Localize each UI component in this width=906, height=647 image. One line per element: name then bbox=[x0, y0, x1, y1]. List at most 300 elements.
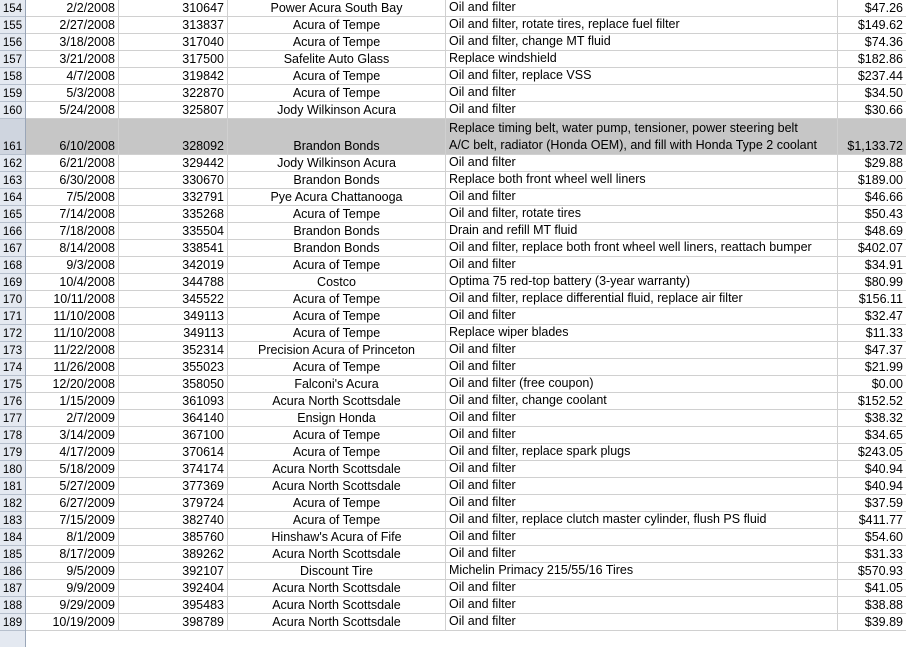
work-cell[interactable] bbox=[446, 172, 838, 189]
date-cell[interactable]: 9/5/2009 bbox=[26, 563, 119, 580]
odometer-cell[interactable]: 389262 bbox=[119, 546, 228, 563]
row-number[interactable]: 171 bbox=[0, 308, 25, 325]
cost-cell[interactable]: $243.05 bbox=[838, 444, 906, 461]
date-cell[interactable]: 12/20/2008 bbox=[26, 376, 119, 393]
work-cell[interactable] bbox=[446, 512, 838, 529]
shop-cell[interactable]: Acura of Tempe bbox=[228, 68, 446, 85]
date-cell[interactable]: 1/15/2009 bbox=[26, 393, 119, 410]
odometer-cell[interactable]: 398789 bbox=[119, 614, 228, 631]
work-line: Oil and filter bbox=[449, 342, 516, 356]
work-cell[interactable] bbox=[446, 257, 838, 274]
work-cell[interactable] bbox=[446, 325, 838, 342]
cost-cell[interactable]: $31.33 bbox=[838, 546, 906, 563]
row-cells bbox=[26, 410, 906, 427]
work-line: Oil and filter bbox=[449, 102, 516, 116]
cost-cell[interactable]: $47.26 bbox=[838, 0, 906, 17]
row-cells bbox=[26, 461, 906, 478]
row-number[interactable]: 163 bbox=[0, 172, 25, 189]
row-number[interactable]: 173 bbox=[0, 342, 25, 359]
work-cell[interactable] bbox=[446, 359, 838, 376]
date-cell[interactable]: 4/7/2008 bbox=[26, 68, 119, 85]
shop-cell[interactable]: Acura of Tempe bbox=[228, 85, 446, 102]
cost-cell[interactable]: $41.05 bbox=[838, 580, 906, 597]
row-cells bbox=[26, 376, 906, 393]
row-cells bbox=[26, 102, 906, 119]
work-line: Replace timing belt, water pump, tensioner, power steering belt bbox=[449, 121, 798, 135]
odometer-cell[interactable]: 313837 bbox=[119, 17, 228, 34]
odometer-cell[interactable]: 328092 bbox=[119, 119, 228, 155]
odometer-cell[interactable]: 317500 bbox=[119, 51, 228, 68]
row-number[interactable]: 174 bbox=[0, 359, 25, 376]
date-cell[interactable]: 10/11/2008 bbox=[26, 291, 119, 308]
date-cell[interactable]: 11/10/2008 bbox=[26, 308, 119, 325]
odometer-cell[interactable]: 370614 bbox=[119, 444, 228, 461]
row-number[interactable]: 165 bbox=[0, 206, 25, 223]
date-cell[interactable]: 5/24/2008 bbox=[26, 102, 119, 119]
date-cell[interactable]: 8/1/2009 bbox=[26, 529, 119, 546]
table-row[interactable] bbox=[0, 85, 906, 102]
row-cells bbox=[26, 597, 906, 614]
cost-cell[interactable]: $152.52 bbox=[838, 393, 906, 410]
date-cell[interactable]: 8/17/2009 bbox=[26, 546, 119, 563]
work-cell[interactable] bbox=[446, 342, 838, 359]
table-row[interactable] bbox=[0, 68, 906, 85]
table-row[interactable] bbox=[0, 34, 906, 51]
cost-cell[interactable]: $182.86 bbox=[838, 51, 906, 68]
odometer-cell[interactable]: 358050 bbox=[119, 376, 228, 393]
cost-cell[interactable]: $402.07 bbox=[838, 240, 906, 257]
table-row[interactable] bbox=[0, 342, 906, 359]
shop-cell[interactable]: Acura of Tempe bbox=[228, 325, 446, 342]
work-cell[interactable] bbox=[446, 240, 838, 257]
table-row[interactable] bbox=[0, 410, 906, 427]
row-cells bbox=[26, 274, 906, 291]
table-row[interactable] bbox=[0, 0, 906, 17]
cost-cell[interactable]: $237.44 bbox=[838, 68, 906, 85]
row-cells bbox=[26, 529, 906, 546]
table-row[interactable] bbox=[0, 17, 906, 34]
work-line: A/C belt, radiator (Honda OEM), and fill with Honda Type 2 coolant bbox=[449, 138, 818, 152]
row-number[interactable]: 175 bbox=[0, 376, 25, 393]
work-line: Oil and filter bbox=[449, 597, 516, 611]
row-number[interactable]: 188 bbox=[0, 597, 25, 614]
work-cell[interactable] bbox=[446, 546, 838, 563]
date-cell[interactable]: 4/17/2009 bbox=[26, 444, 119, 461]
shop-cell[interactable]: Acura North Scottsdale bbox=[228, 597, 446, 614]
odometer-cell[interactable]: 332791 bbox=[119, 189, 228, 206]
table-row[interactable] bbox=[0, 308, 906, 325]
row-number[interactable]: 166 bbox=[0, 223, 25, 240]
shop-cell[interactable]: Acura of Tempe bbox=[228, 308, 446, 325]
shop-cell[interactable]: Acura North Scottsdale bbox=[228, 546, 446, 563]
work-line: Oil and filter bbox=[449, 529, 516, 543]
table-row[interactable] bbox=[0, 512, 906, 529]
work-line: Oil and filter, replace clutch master cylinder, flush PS fluid bbox=[449, 512, 767, 526]
odometer-cell[interactable]: 330670 bbox=[119, 172, 228, 189]
cost-cell[interactable]: $0.00 bbox=[838, 376, 906, 393]
cost-cell[interactable]: $37.59 bbox=[838, 495, 906, 512]
shop-cell[interactable]: Acura of Tempe bbox=[228, 17, 446, 34]
work-cell[interactable] bbox=[446, 274, 838, 291]
cost-cell[interactable]: $47.37 bbox=[838, 342, 906, 359]
shop-cell[interactable]: Acura North Scottsdale bbox=[228, 580, 446, 597]
work-line: Oil and filter bbox=[449, 155, 516, 169]
work-cell[interactable] bbox=[446, 563, 838, 580]
row-cells bbox=[26, 614, 906, 631]
row-cells bbox=[26, 444, 906, 461]
work-cell[interactable] bbox=[446, 444, 838, 461]
shop-cell[interactable]: Acura of Tempe bbox=[228, 427, 446, 444]
work-cell[interactable] bbox=[446, 393, 838, 410]
date-cell[interactable]: 11/10/2008 bbox=[26, 325, 119, 342]
shop-cell[interactable]: Acura of Tempe bbox=[228, 495, 446, 512]
work-cell[interactable] bbox=[446, 495, 838, 512]
cost-cell[interactable]: $30.66 bbox=[838, 102, 906, 119]
cost-cell[interactable]: $34.50 bbox=[838, 85, 906, 102]
odometer-cell[interactable]: 319842 bbox=[119, 68, 228, 85]
row-cells bbox=[26, 155, 906, 172]
work-cell[interactable] bbox=[446, 102, 838, 119]
date-cell[interactable]: 6/30/2008 bbox=[26, 172, 119, 189]
cost-cell[interactable]: $40.94 bbox=[838, 461, 906, 478]
row-number[interactable]: 170 bbox=[0, 291, 25, 308]
work-cell[interactable] bbox=[446, 580, 838, 597]
date-cell[interactable]: 9/29/2009 bbox=[26, 597, 119, 614]
shop-cell[interactable]: Acura North Scottsdale bbox=[228, 461, 446, 478]
date-cell[interactable]: 2/27/2008 bbox=[26, 17, 119, 34]
cost-cell[interactable]: $34.91 bbox=[838, 257, 906, 274]
work-cell[interactable] bbox=[446, 34, 838, 51]
table-row[interactable] bbox=[0, 376, 906, 393]
shop-cell[interactable]: Brandon Bonds bbox=[228, 223, 446, 240]
cost-cell[interactable]: $39.89 bbox=[838, 614, 906, 631]
row-number[interactable]: 154 bbox=[0, 0, 25, 17]
work-line: Oil and filter, replace both front wheel well liners, reattach bumper bbox=[449, 240, 812, 254]
row-number[interactable]: 184 bbox=[0, 529, 25, 546]
table-row[interactable] bbox=[0, 597, 906, 614]
row-number[interactable]: 156 bbox=[0, 34, 25, 51]
work-cell[interactable] bbox=[446, 0, 838, 17]
odometer-cell[interactable]: 335504 bbox=[119, 223, 228, 240]
shop-cell[interactable]: Power Acura South Bay bbox=[228, 0, 446, 17]
work-cell[interactable] bbox=[446, 614, 838, 631]
work-cell[interactable] bbox=[446, 291, 838, 308]
table-row[interactable] bbox=[0, 155, 906, 172]
odometer-cell[interactable]: 349113 bbox=[119, 325, 228, 342]
odometer-cell[interactable]: 349113 bbox=[119, 308, 228, 325]
work-line: Optima 75 red-top battery (3-year warranty) bbox=[449, 274, 691, 288]
row-number[interactable]: 179 bbox=[0, 444, 25, 461]
shop-cell[interactable]: Acura of Tempe bbox=[228, 512, 446, 529]
date-cell[interactable]: 10/4/2008 bbox=[26, 274, 119, 291]
row-cells bbox=[26, 325, 906, 342]
shop-cell[interactable]: Brandon Bonds bbox=[228, 119, 446, 155]
work-line: Oil and filter bbox=[449, 189, 516, 203]
table-row[interactable] bbox=[0, 223, 906, 240]
work-line: Oil and filter, replace differential fluid, replace air filter bbox=[449, 291, 743, 305]
date-cell[interactable]: 6/21/2008 bbox=[26, 155, 119, 172]
date-cell[interactable]: 8/14/2008 bbox=[26, 240, 119, 257]
work-line: Michelin Primacy 215/55/16 Tires bbox=[449, 563, 634, 577]
row-number[interactable]: 176 bbox=[0, 393, 25, 410]
row-cells bbox=[26, 206, 906, 223]
row-number[interactable]: 181 bbox=[0, 478, 25, 495]
odometer-cell[interactable]: 382740 bbox=[119, 512, 228, 529]
shop-cell[interactable]: Acura North Scottsdale bbox=[228, 393, 446, 410]
row-number[interactable]: 186 bbox=[0, 563, 25, 580]
row-number[interactable]: 178 bbox=[0, 427, 25, 444]
date-cell[interactable]: 9/3/2008 bbox=[26, 257, 119, 274]
table-row[interactable] bbox=[0, 102, 906, 119]
date-cell[interactable]: 5/18/2009 bbox=[26, 461, 119, 478]
odometer-cell[interactable]: 342019 bbox=[119, 257, 228, 274]
table-row[interactable] bbox=[0, 427, 906, 444]
odometer-cell[interactable]: 379724 bbox=[119, 495, 228, 512]
table-row[interactable] bbox=[0, 51, 906, 68]
odometer-cell[interactable]: 329442 bbox=[119, 155, 228, 172]
row-cells bbox=[26, 119, 906, 155]
row-cells bbox=[26, 17, 906, 34]
odometer-cell[interactable]: 361093 bbox=[119, 393, 228, 410]
odometer-cell[interactable]: 364140 bbox=[119, 410, 228, 427]
cost-cell[interactable]: $54.60 bbox=[838, 529, 906, 546]
table-row[interactable] bbox=[0, 240, 906, 257]
work-cell[interactable] bbox=[446, 189, 838, 206]
date-cell[interactable]: 7/14/2008 bbox=[26, 206, 119, 223]
odometer-cell[interactable]: 395483 bbox=[119, 597, 228, 614]
shop-cell[interactable]: Acura North Scottsdale bbox=[228, 614, 446, 631]
work-line: Oil and filter bbox=[449, 427, 516, 441]
date-cell[interactable]: 7/18/2008 bbox=[26, 223, 119, 240]
odometer-cell[interactable]: 392404 bbox=[119, 580, 228, 597]
table-row[interactable] bbox=[0, 325, 906, 342]
shop-cell[interactable]: Acura of Tempe bbox=[228, 34, 446, 51]
table-row[interactable] bbox=[0, 563, 906, 580]
date-cell[interactable]: 3/14/2009 bbox=[26, 427, 119, 444]
cost-cell[interactable]: $149.62 bbox=[838, 17, 906, 34]
date-cell[interactable]: 11/22/2008 bbox=[26, 342, 119, 359]
work-line: Drain and refill MT fluid bbox=[449, 223, 578, 237]
shop-cell[interactable]: Acura of Tempe bbox=[228, 206, 446, 223]
work-line: Oil and filter, replace spark plugs bbox=[449, 444, 631, 458]
date-cell[interactable]: 3/18/2008 bbox=[26, 34, 119, 51]
cost-cell[interactable]: $21.99 bbox=[838, 359, 906, 376]
table-row[interactable] bbox=[0, 478, 906, 495]
work-line: Replace both front wheel well liners bbox=[449, 172, 646, 186]
row-number[interactable]: 162 bbox=[0, 155, 25, 172]
row-cells bbox=[26, 546, 906, 563]
shop-cell[interactable]: Acura of Tempe bbox=[228, 444, 446, 461]
row-number[interactable]: 160 bbox=[0, 102, 25, 119]
table-row[interactable] bbox=[0, 189, 906, 206]
cost-cell[interactable]: $29.88 bbox=[838, 155, 906, 172]
date-cell[interactable]: 9/9/2009 bbox=[26, 580, 119, 597]
odometer-cell[interactable]: 345522 bbox=[119, 291, 228, 308]
cost-cell[interactable]: $570.93 bbox=[838, 563, 906, 580]
shop-cell[interactable]: Jody Wilkinson Acura bbox=[228, 155, 446, 172]
odometer-cell[interactable]: 355023 bbox=[119, 359, 228, 376]
date-cell[interactable]: 3/21/2008 bbox=[26, 51, 119, 68]
cost-cell[interactable]: $80.99 bbox=[838, 274, 906, 291]
work-cell[interactable] bbox=[446, 478, 838, 495]
row-number[interactable]: 177 bbox=[0, 410, 25, 427]
odometer-cell[interactable]: 310647 bbox=[119, 0, 228, 17]
work-cell[interactable] bbox=[446, 597, 838, 614]
row-number[interactable]: 182 bbox=[0, 495, 25, 512]
row-cells bbox=[26, 257, 906, 274]
table-row[interactable] bbox=[0, 257, 906, 274]
row-number[interactable]: 187 bbox=[0, 580, 25, 597]
work-cell[interactable] bbox=[446, 427, 838, 444]
shop-cell[interactable]: Acura North Scottsdale bbox=[228, 478, 446, 495]
work-cell[interactable] bbox=[446, 461, 838, 478]
work-cell[interactable] bbox=[446, 155, 838, 172]
work-cell[interactable] bbox=[446, 85, 838, 102]
date-cell[interactable]: 5/3/2008 bbox=[26, 85, 119, 102]
work-cell[interactable] bbox=[446, 68, 838, 85]
table-row[interactable] bbox=[0, 206, 906, 223]
cost-cell[interactable]: $50.43 bbox=[838, 206, 906, 223]
table-row[interactable] bbox=[0, 291, 906, 308]
table-row[interactable] bbox=[0, 529, 906, 546]
table-row[interactable] bbox=[0, 119, 906, 155]
shop-cell[interactable]: Falconi's Acura bbox=[228, 376, 446, 393]
odometer-cell[interactable]: 377369 bbox=[119, 478, 228, 495]
shop-cell[interactable]: Precision Acura of Princeton bbox=[228, 342, 446, 359]
row-cells bbox=[26, 172, 906, 189]
date-cell[interactable]: 2/2/2008 bbox=[26, 0, 119, 17]
work-line: Oil and filter, replace VSS bbox=[449, 68, 592, 82]
work-cell[interactable] bbox=[446, 308, 838, 325]
odometer-cell[interactable]: 344788 bbox=[119, 274, 228, 291]
table-row[interactable] bbox=[0, 580, 906, 597]
cost-cell[interactable]: $38.88 bbox=[838, 597, 906, 614]
row-cells bbox=[26, 223, 906, 240]
odometer-cell[interactable]: 322870 bbox=[119, 85, 228, 102]
odometer-cell[interactable]: 367100 bbox=[119, 427, 228, 444]
work-cell[interactable] bbox=[446, 51, 838, 68]
row-cells bbox=[26, 189, 906, 206]
work-cell[interactable] bbox=[446, 529, 838, 546]
row-number[interactable]: 189 bbox=[0, 614, 25, 631]
work-line: Oil and filter bbox=[449, 580, 516, 594]
shop-cell[interactable]: Jody Wilkinson Acura bbox=[228, 102, 446, 119]
cost-cell[interactable]: $46.66 bbox=[838, 189, 906, 206]
odometer-cell[interactable]: 374174 bbox=[119, 461, 228, 478]
odometer-cell[interactable]: 325807 bbox=[119, 102, 228, 119]
work-cell[interactable] bbox=[446, 410, 838, 427]
work-cell[interactable] bbox=[446, 17, 838, 34]
work-line: Oil and filter, rotate tires, replace fuel filter bbox=[449, 17, 680, 31]
row-number[interactable]: 155 bbox=[0, 17, 25, 34]
row-number[interactable]: 157 bbox=[0, 51, 25, 68]
row-number[interactable]: 180 bbox=[0, 461, 25, 478]
row-number[interactable]: 164 bbox=[0, 189, 25, 206]
table-row[interactable] bbox=[0, 274, 906, 291]
date-cell[interactable]: 6/27/2009 bbox=[26, 495, 119, 512]
row-number[interactable]: 169 bbox=[0, 274, 25, 291]
shop-cell[interactable]: Pye Acura Chattanooga bbox=[228, 189, 446, 206]
shop-cell[interactable]: Brandon Bonds bbox=[228, 240, 446, 257]
date-cell[interactable]: 5/27/2009 bbox=[26, 478, 119, 495]
shop-cell[interactable]: Discount Tire bbox=[228, 563, 446, 580]
cost-cell[interactable]: $1,133.72 bbox=[838, 119, 906, 155]
work-cell[interactable] bbox=[446, 223, 838, 240]
work-line: Oil and filter, change MT fluid bbox=[449, 34, 611, 48]
row-number[interactable]: 159 bbox=[0, 85, 25, 102]
date-cell[interactable]: 11/26/2008 bbox=[26, 359, 119, 376]
row-cells bbox=[26, 495, 906, 512]
cost-cell[interactable]: $74.36 bbox=[838, 34, 906, 51]
shop-cell[interactable]: Acura of Tempe bbox=[228, 359, 446, 376]
cost-cell[interactable]: $411.77 bbox=[838, 512, 906, 529]
odometer-cell[interactable]: 338541 bbox=[119, 240, 228, 257]
cost-cell[interactable]: $156.11 bbox=[838, 291, 906, 308]
shop-cell[interactable]: Brandon Bonds bbox=[228, 172, 446, 189]
cost-cell[interactable]: $189.00 bbox=[838, 172, 906, 189]
work-line: Oil and filter bbox=[449, 308, 516, 322]
row-number[interactable]: 167 bbox=[0, 240, 25, 257]
date-cell[interactable]: 2/7/2009 bbox=[26, 410, 119, 427]
work-line: Oil and filter, rotate tires bbox=[449, 206, 582, 220]
work-cell[interactable] bbox=[446, 206, 838, 223]
row-number[interactable]: 168 bbox=[0, 257, 25, 274]
table-row[interactable] bbox=[0, 461, 906, 478]
table-row[interactable] bbox=[0, 359, 906, 376]
row-number[interactable]: 158 bbox=[0, 68, 25, 85]
odometer-cell[interactable]: 317040 bbox=[119, 34, 228, 51]
odometer-cell[interactable]: 335268 bbox=[119, 206, 228, 223]
date-cell[interactable]: 10/19/2009 bbox=[26, 614, 119, 631]
odometer-cell[interactable]: 385760 bbox=[119, 529, 228, 546]
shop-cell[interactable]: Costco bbox=[228, 274, 446, 291]
cost-cell[interactable]: $40.94 bbox=[838, 478, 906, 495]
table-row[interactable] bbox=[0, 546, 906, 563]
cost-cell[interactable]: $48.69 bbox=[838, 223, 906, 240]
row-cells bbox=[26, 85, 906, 102]
row-cells bbox=[26, 512, 906, 529]
table-row[interactable] bbox=[0, 495, 906, 512]
cost-cell[interactable]: $34.65 bbox=[838, 427, 906, 444]
row-number[interactable]: 183 bbox=[0, 512, 25, 529]
work-cell[interactable] bbox=[446, 119, 838, 155]
shop-cell[interactable]: Hinshaw's Acura of Fife bbox=[228, 529, 446, 546]
table-row[interactable] bbox=[0, 393, 906, 410]
cost-cell[interactable]: $38.32 bbox=[838, 410, 906, 427]
row-cells bbox=[26, 427, 906, 444]
row-number[interactable]: 185 bbox=[0, 546, 25, 563]
cost-cell[interactable]: $11.33 bbox=[838, 325, 906, 342]
row-cells bbox=[26, 68, 906, 85]
odometer-cell[interactable]: 352314 bbox=[119, 342, 228, 359]
table-row[interactable] bbox=[0, 614, 906, 631]
work-cell[interactable] bbox=[446, 376, 838, 393]
date-cell[interactable]: 7/5/2008 bbox=[26, 189, 119, 206]
odometer-cell[interactable]: 392107 bbox=[119, 563, 228, 580]
cost-cell[interactable]: $32.47 bbox=[838, 308, 906, 325]
row-number[interactable]: 161 bbox=[0, 119, 25, 155]
table-row[interactable] bbox=[0, 172, 906, 189]
date-cell[interactable]: 7/15/2009 bbox=[26, 512, 119, 529]
table-row[interactable] bbox=[0, 444, 906, 461]
date-cell[interactable]: 6/10/2008 bbox=[26, 119, 119, 155]
row-number[interactable]: 172 bbox=[0, 325, 25, 342]
shop-cell[interactable]: Safelite Auto Glass bbox=[228, 51, 446, 68]
shop-cell[interactable]: Acura of Tempe bbox=[228, 291, 446, 308]
shop-cell[interactable]: Acura of Tempe bbox=[228, 257, 446, 274]
work-line: Oil and filter bbox=[449, 495, 516, 509]
shop-cell[interactable]: Ensign Honda bbox=[228, 410, 446, 427]
